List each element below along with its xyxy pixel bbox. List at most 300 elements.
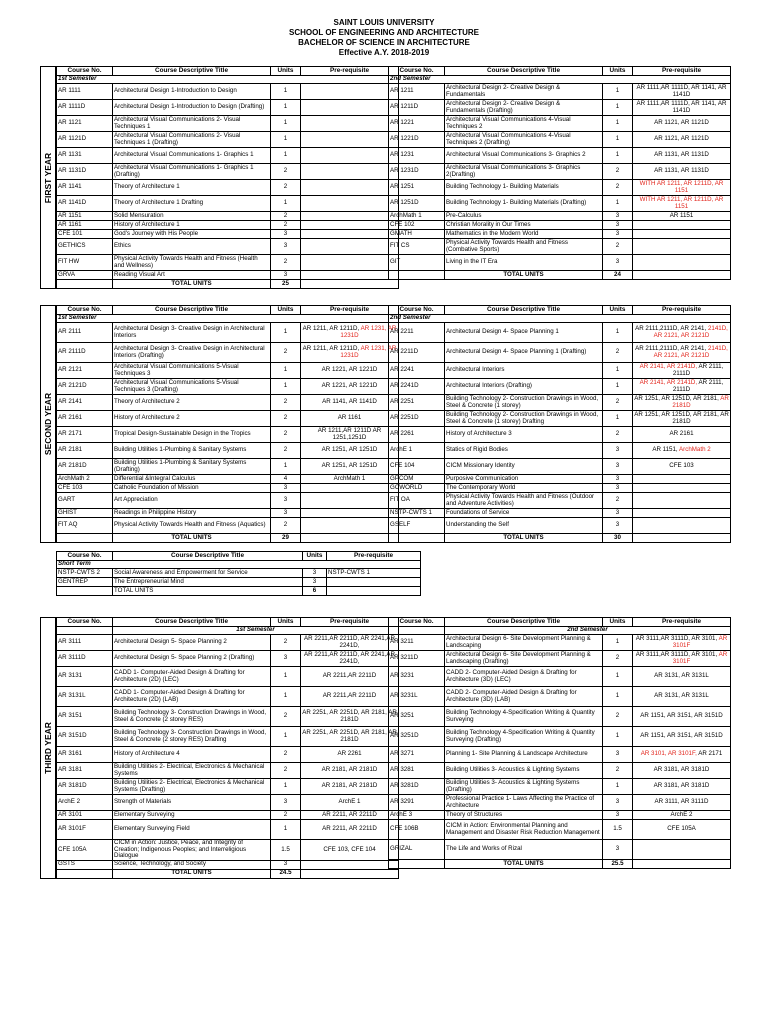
course-units: 1 <box>615 638 620 646</box>
course-code: AR 3281D <box>390 782 419 790</box>
course-title: Building Utilities 1-Plumbing & Sanitary Systems (Drafting) <box>114 458 247 473</box>
table-row <box>389 493 731 509</box>
semester-row <box>389 315 731 323</box>
course-units: 3 <box>283 270 288 278</box>
table-row <box>57 363 399 379</box>
col-units: Units <box>277 617 294 625</box>
course-code: AR 3231L <box>390 692 418 700</box>
course-prereq: AR 2261 <box>337 750 362 758</box>
course-code: CFE 101 <box>58 229 83 237</box>
table-row <box>57 230 399 239</box>
course-code: AR 2121D <box>58 382 87 390</box>
total-row <box>389 534 731 543</box>
course-units: 1 <box>615 782 620 790</box>
course-prereq: AR 1251, AR 1251D, AR 2181, AR 2181D <box>634 410 729 425</box>
table-row <box>389 811 731 820</box>
table-row <box>389 221 731 230</box>
total-row <box>57 534 399 543</box>
course-title: Architectural Visual Communications 5-Visual Techniques 3 (Drafting) <box>114 378 239 393</box>
course-code: AR 3291 <box>390 798 415 806</box>
course-title: Ethics <box>114 242 131 250</box>
course-table <box>56 617 399 879</box>
course-prereq: AR 1251, AR 1251D <box>321 462 378 470</box>
course-code: AR 2251 <box>390 398 415 406</box>
total-row <box>57 280 399 289</box>
course-code: AR 3111 <box>58 638 82 646</box>
course-title: CICM in Action: Justice, Peace, and Integrity of Creation; Indigenous Peoples; and Interreligious Dialogue <box>114 839 247 860</box>
table-row <box>57 860 399 869</box>
course-code: GMATH <box>390 229 412 237</box>
course-code: GIT <box>390 258 401 266</box>
course-prereq: AR 3181, AR 3181D <box>653 766 710 774</box>
course-units: 1 <box>283 328 288 336</box>
course-units: 2 <box>615 496 620 504</box>
course-code: GSTS <box>58 860 75 868</box>
col-course-no: Course No. <box>399 305 434 313</box>
course-prereq: AR 1151, <box>652 446 678 454</box>
course-units: 1 <box>615 732 620 740</box>
course-code: AR 2211 <box>390 328 414 336</box>
course-prereq: AR 3131, AR 3131L <box>654 692 709 700</box>
course-title: Architectural Design 1-Introduction to Design (Drafting) <box>114 103 265 111</box>
course-title: Architectural Visual Communications 5-Visual Techniques 3 <box>114 362 239 377</box>
course-units: 3 <box>615 474 620 482</box>
course-units: 3 <box>312 568 317 576</box>
col-course-no: Course No. <box>67 617 102 625</box>
course-title: CICM Missionary Identity <box>446 462 515 470</box>
course-units: 2 <box>283 167 288 175</box>
course-units: 1 <box>283 825 288 833</box>
course-prereq-new: AR 1231, AR 1231D <box>340 344 397 359</box>
course-code: AR 3181 <box>58 766 83 774</box>
course-units: 1 <box>283 135 288 143</box>
course-units: 2 <box>283 638 288 646</box>
course-title: Foundations of Service <box>446 508 510 516</box>
total-label: TOTAL UNITS <box>171 279 212 287</box>
course-code: AR 1121D <box>58 135 87 143</box>
course-units: 3 <box>615 750 620 758</box>
course-prereq: AR 1121, AR 1121D <box>654 135 709 143</box>
course-title: Social Awareness and Empowerment for Service <box>114 568 248 576</box>
course-units: 1 <box>615 103 620 111</box>
course-code: AR 1141 <box>58 183 82 191</box>
course-units: 3 <box>615 446 620 454</box>
table-row <box>389 635 731 651</box>
course-code: CFE 104 <box>390 462 415 470</box>
total-units: 6 <box>312 586 317 594</box>
course-units: 2 <box>615 712 620 720</box>
course-table <box>56 305 399 543</box>
course-units: 2 <box>283 183 288 191</box>
course-title: Strength of Materials <box>114 798 172 806</box>
course-units: 2 <box>615 654 620 662</box>
course-title: Building Utilities 2- Electrical, Electronics & Mechanical Systems (Drafting) <box>114 778 265 793</box>
course-prereq: AR 2211, AR 2211D <box>322 825 377 833</box>
course-units: 1.5 <box>281 845 290 853</box>
course-title: Building Utilities 2- Electrical, Electronics & Mechanical Systems <box>114 762 265 777</box>
course-prereq: ArchE 1 <box>338 798 361 806</box>
course-units: 2 <box>283 258 288 266</box>
course-units: 1 <box>615 414 620 422</box>
table-row <box>57 509 399 518</box>
course-units: 3 <box>615 483 620 491</box>
course-units: 1 <box>615 151 620 159</box>
course-units: 1 <box>615 382 620 390</box>
table-row <box>57 116 399 132</box>
table-row <box>389 459 731 475</box>
table-row <box>57 427 399 443</box>
course-title: Architectural Visual Communications 3- Graphics 2 <box>446 151 586 159</box>
course-code: CFE 102 <box>390 220 415 228</box>
course-title: Living in the IT Era <box>446 258 498 266</box>
course-code: ArchMath 2 <box>58 474 90 482</box>
course-code: AR 1141D <box>58 199 87 207</box>
course-code: AR 3101 <box>58 810 83 818</box>
course-title: Professional Practice 1- Laws Affecting the Practice of Architecture <box>446 794 595 809</box>
semester-row <box>57 76 399 84</box>
course-code: CFE 105A <box>58 845 87 853</box>
table-row <box>389 840 731 860</box>
table-row <box>57 635 399 651</box>
course-code: GRIZAL <box>390 845 413 853</box>
course-code: FIT HW <box>58 258 80 266</box>
semester-label: 2nd Semester <box>567 626 608 634</box>
table-row <box>389 427 731 443</box>
table-row <box>389 667 731 687</box>
table-header <box>57 67 399 76</box>
course-units: 2 <box>615 766 620 774</box>
table-row <box>389 343 731 363</box>
course-units: 3 <box>615 258 620 266</box>
course-units: 1 <box>283 382 288 390</box>
course-units: 1.5 <box>613 825 622 833</box>
course-code: AR 1221D <box>390 135 419 143</box>
course-prereq-new: AR 2141, AR 2141D, <box>639 378 698 386</box>
course-code: AR 3281 <box>390 766 415 774</box>
course-title: Elementary Surveying <box>114 810 175 818</box>
total-label: TOTAL UNITS <box>503 859 544 867</box>
semester-label: 1st Semester <box>58 75 97 83</box>
table-row <box>389 180 731 196</box>
course-prereq-new: ArchMath 2 <box>679 446 711 454</box>
total-row <box>57 869 399 878</box>
course-title: Architectural Interiors <box>446 366 505 374</box>
course-code: AR 2111D <box>58 348 86 356</box>
table-row <box>389 509 731 518</box>
course-code: AR 3181D <box>58 782 87 790</box>
course-title: Building Technology 2- Construction Drawings in Wood, Steel & Concrete (1 storey) Drafting <box>446 410 599 425</box>
table-row <box>389 763 731 779</box>
semester-label: 2nd Semester <box>390 75 431 83</box>
course-title: Theory of Architecture 1 <box>114 183 180 191</box>
course-prereq: AR 1251, AR 1251D, AR 2181, <box>634 394 719 402</box>
course-code: GCWORLD <box>390 483 423 491</box>
table-header <box>389 306 731 315</box>
course-prereq: AR 1121, AR 1121D <box>654 119 709 127</box>
course-code: AR 2251D <box>390 414 419 422</box>
table-row <box>57 779 399 795</box>
course-code: FIT AQ <box>58 521 78 529</box>
course-code: AR 2121 <box>58 366 83 374</box>
effective-year: Effective A.Y. 2018-2019 <box>338 48 430 57</box>
course-title: Physical Activity Towards Health and Fitness (Combative Sports) <box>446 238 568 253</box>
course-code: AR 1151 <box>58 211 82 219</box>
table-row <box>389 747 731 763</box>
course-title: Theory of Architecture 1 Drafting <box>114 199 204 207</box>
course-units: 2 <box>283 446 288 454</box>
course-prereq: WITH AR 1211, AR 1211D, AR 1151 <box>639 195 724 210</box>
course-code: AR 2181 <box>58 446 83 454</box>
course-units: 2 <box>283 211 288 219</box>
course-units: 2 <box>615 167 620 175</box>
course-units: 1 <box>283 87 288 95</box>
course-code: CFE 103 <box>58 483 83 491</box>
course-units: 1 <box>283 692 288 700</box>
course-title: Christian Morality in Our Times <box>446 220 531 228</box>
course-prereq-new: AR 3101, AR 3101F, <box>640 750 697 758</box>
col-title: Course Descriptive Title <box>486 66 561 74</box>
table-row <box>389 132 731 148</box>
table-row <box>57 651 399 667</box>
total-units: 25 <box>282 279 289 287</box>
course-units: 3 <box>283 229 288 237</box>
course-units: 3 <box>283 483 288 491</box>
course-units: 2 <box>615 183 620 191</box>
course-units: 1 <box>283 119 288 127</box>
course-title: Readings in Philippine History <box>114 508 197 516</box>
table-row <box>57 132 399 148</box>
course-prereq: AR 2171 <box>698 750 723 758</box>
course-code: FIT OA <box>390 496 410 504</box>
table-row <box>57 727 399 747</box>
course-units: 3 <box>283 860 288 868</box>
course-prereq: AR 1211, AR 1211D, <box>302 324 360 332</box>
course-prereq: AR 1161 <box>337 414 362 422</box>
col-title: Course Descriptive Title <box>154 66 229 74</box>
course-title: History of Architecture 3 <box>446 430 512 438</box>
course-title: Building Technology 4-Specification Writing & Quantity Surveying <box>446 708 595 723</box>
course-units: 3 <box>283 508 288 516</box>
course-table <box>388 66 731 280</box>
course-units: 3 <box>615 508 620 516</box>
table-row <box>57 271 399 280</box>
col-course-no: Course No. <box>399 617 434 625</box>
total-units: 24.5 <box>279 869 292 877</box>
col-prereq: Pre-requisite <box>329 66 370 74</box>
col-title: Course Descriptive Title <box>486 305 561 313</box>
table-row <box>389 484 731 493</box>
table-row <box>57 255 399 271</box>
course-title: History of Architecture 4 <box>114 750 180 758</box>
course-code: GPCOM <box>390 474 414 482</box>
table-row <box>57 795 399 811</box>
course-title: Architectural Design 5- Space Planning 2 (Drafting) <box>114 654 255 662</box>
course-title: Catholic Foundation of Mission <box>114 483 199 491</box>
course-prereq: AR 2161 <box>669 430 694 438</box>
course-units: 1 <box>615 366 620 374</box>
table-row <box>57 811 399 820</box>
total-row <box>57 587 421 596</box>
table-row <box>57 578 421 587</box>
course-prereq: AR 2251, AR 2251D, AR 2181, AR 2181D <box>302 728 397 743</box>
course-title: Reading Visual Art <box>114 270 165 278</box>
course-units: 2 <box>615 398 620 406</box>
total-units: 30 <box>614 533 621 541</box>
table-row <box>57 164 399 180</box>
course-code: CFE 106B <box>390 825 419 833</box>
course-table <box>56 66 399 289</box>
col-units: Units <box>277 66 294 74</box>
course-title: Architectural Design 5- Space Planning 2 <box>114 638 227 646</box>
year-label <box>40 617 56 879</box>
course-code: AR 2161 <box>58 414 83 422</box>
table-row <box>389 395 731 411</box>
course-title: Statics of Rigid Bodies <box>446 446 508 454</box>
total-label: TOTAL UNITS <box>171 533 212 541</box>
course-title: History of Architecture 2 <box>114 414 180 422</box>
course-code: AR 3111D <box>58 654 86 662</box>
course-prereq: AR 1151, AR 3151, AR 3151D <box>640 732 723 740</box>
course-units: 2 <box>615 430 620 438</box>
course-prereq: AR 2111,2111D, AR 2141, <box>635 324 707 332</box>
course-title: Theory of Structures <box>446 810 503 818</box>
course-units: 3 <box>615 845 620 853</box>
table-row <box>389 475 731 484</box>
course-prereq: AR 1151 <box>669 211 694 219</box>
course-code: AR 3161 <box>58 750 83 758</box>
col-units: Units <box>306 551 323 559</box>
course-title: The Contemporary World <box>446 483 516 491</box>
course-code: AR 3151D <box>58 732 87 740</box>
table-row <box>389 687 731 707</box>
course-code: AR 3131L <box>58 692 86 700</box>
course-units: 3 <box>283 242 288 250</box>
semester-label: 1st Semester <box>58 314 97 322</box>
course-title: Differential &Integral Calculus <box>114 474 196 482</box>
course-prereq: AR 3131, AR 3131L <box>654 672 709 680</box>
course-units: 3 <box>615 810 620 818</box>
col-course-no: Course No. <box>399 66 434 74</box>
table-row <box>389 363 731 379</box>
table-row <box>389 379 731 395</box>
table-row <box>389 707 731 727</box>
course-title: Building Technology 1- Building Materials <box>446 183 559 191</box>
course-prereq: AR 1211,AR 1211D AR 1251,1251D <box>317 426 382 441</box>
course-prereq: AR 3111,AR 3111D, AR 3101, <box>635 634 718 642</box>
course-code: AR 3211D <box>390 654 419 662</box>
table-row <box>57 518 399 534</box>
course-code: AR 1231 <box>390 151 415 159</box>
total-row <box>389 860 731 869</box>
table-row <box>389 323 731 343</box>
year-label-text: THIRD YEAR <box>43 722 53 774</box>
course-prereq: CFE 103, CFE 104 <box>323 845 376 853</box>
course-prereq: AR 2211,AR 2211D, AR 2241,AR 2241D, <box>304 650 395 665</box>
course-prereq: AR 2211,AR 2211D <box>322 692 377 700</box>
course-code: GRVA <box>58 270 75 278</box>
course-code: GHIST <box>58 508 77 516</box>
course-title: CADD 1- Computer-Aided Design & Drafting for Architecture (2D) (LEC) <box>114 668 245 683</box>
table-row <box>57 820 399 840</box>
course-code: GART <box>58 496 76 504</box>
course-table <box>388 617 731 869</box>
table-header <box>57 618 399 627</box>
course-title: Architectural Design 4- Space Planning 1 <box>446 328 559 336</box>
university-name: SAINT LOUIS UNIVERSITY <box>333 18 435 27</box>
table-row <box>57 687 399 707</box>
course-units: 1 <box>615 199 620 207</box>
table-row <box>389 239 731 255</box>
table-row <box>57 239 399 255</box>
course-prereq: ArchMath 1 <box>333 474 366 482</box>
table-header <box>57 306 399 315</box>
course-title: Architectural Visual Communications 1- Graphics 1 <box>114 151 254 159</box>
course-units: 2 <box>283 348 288 356</box>
course-prereq: AR 2181, AR 2181D <box>321 782 378 790</box>
course-title: Purposive Communication <box>446 474 519 482</box>
table-row <box>57 459 399 475</box>
course-title: Pre-Calculus <box>446 211 482 219</box>
table-row <box>57 180 399 196</box>
course-code: AR 1131D <box>58 167 87 175</box>
course-prereq: AR 1131, AR 1131D <box>654 167 709 175</box>
col-units: Units <box>609 66 626 74</box>
course-units: 3 <box>615 229 620 237</box>
course-title: Science, Technology, and Society <box>114 860 206 868</box>
short-term-table <box>56 551 421 596</box>
course-code: ArchE 2 <box>58 798 81 806</box>
course-code: AR 3131 <box>58 672 83 680</box>
course-title: God's Journey with His People <box>114 229 199 237</box>
course-units: 1 <box>615 672 620 680</box>
semester-label: 2nd Semester <box>390 314 431 322</box>
course-title: CADD 1- Computer-Aided Design & Drafting for Architecture (2D) (LAB) <box>114 688 245 703</box>
table-row <box>389 651 731 667</box>
course-units: 2 <box>283 750 288 758</box>
course-units: 3 <box>615 462 620 470</box>
table-row <box>57 221 399 230</box>
course-title: Architectural Design 3- Creative Design in Architectural Interiors (Drafting) <box>114 344 265 359</box>
course-units: 2 <box>283 414 288 422</box>
course-code: NSTP-CWTS 2 <box>58 568 100 576</box>
course-units: 3 <box>615 211 620 219</box>
table-row <box>57 667 399 687</box>
table-row <box>389 727 731 747</box>
table-row <box>389 518 731 534</box>
course-title: Architectural Design 4- Space Planning 1 (Drafting) <box>446 348 587 356</box>
table-row <box>57 840 399 861</box>
col-title: Course Descriptive Title <box>154 305 229 313</box>
semester-row <box>389 627 731 635</box>
course-units: 1 <box>615 87 620 95</box>
table-header <box>389 67 731 76</box>
course-prereq: AR 2111,2111D, AR 2141, <box>635 344 707 352</box>
table-row <box>389 116 731 132</box>
course-prereq: AR 2211, AR 2211D <box>322 810 377 818</box>
course-prereq-new: 2141D, AR 2121, AR 2121D <box>653 324 728 339</box>
course-prereq-new: AR 2141, AR 2141D, <box>639 362 698 370</box>
course-code: ArchE 1 <box>390 446 413 454</box>
table-row <box>389 795 731 811</box>
course-code: AR 2261 <box>390 430 415 438</box>
course-title: Physical Activity Towards Health and Fitness (Aquatics) <box>114 521 266 529</box>
course-prereq: AR 1211, AR 1211D, <box>302 344 360 352</box>
course-code: AR 3211 <box>390 638 414 646</box>
course-title: Understanding the Self <box>446 521 509 529</box>
course-units: 1 <box>283 782 288 790</box>
course-title: Architectural Design 3- Creative Design in Architectural Interiors <box>114 324 265 339</box>
course-code: AR 1231D <box>390 167 419 175</box>
